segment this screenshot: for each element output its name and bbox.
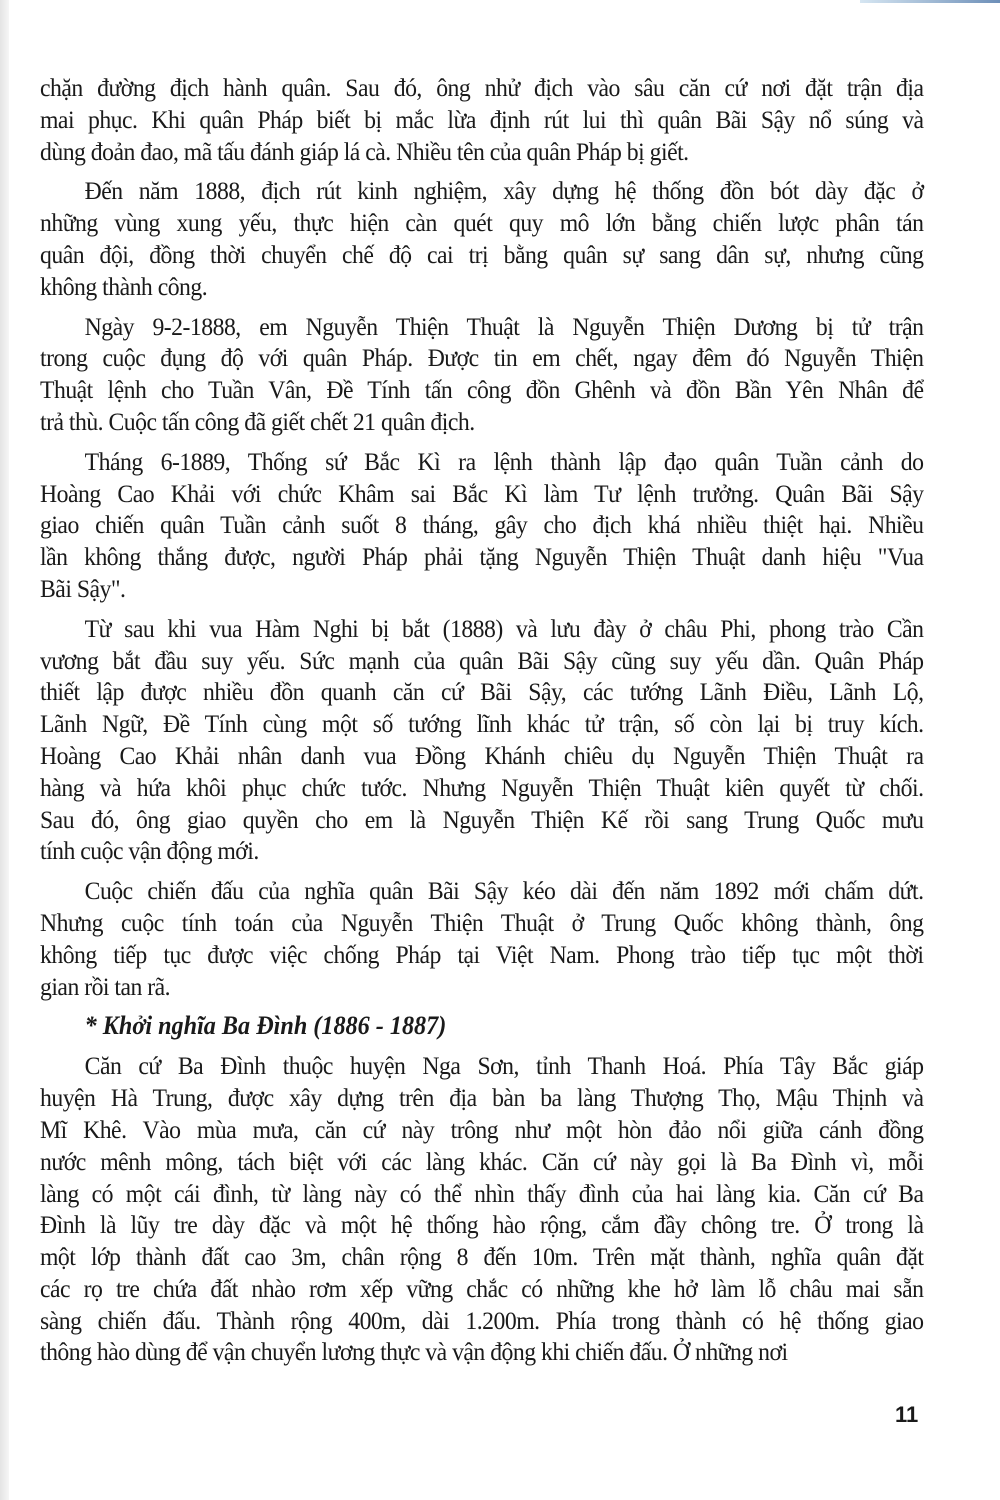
text-line: Tháng 6-1889, Thống sứ Bắc Kì ra lệnh thành lập đạo quân Tuần cảnh do	[84, 446, 924, 476]
paragraph-gap	[40, 1368, 924, 1376]
page-number: 11	[895, 1402, 919, 1427]
paragraph-gap	[40, 867, 924, 875]
text-line: Căn cứ Ba Đình thuộc huyện Nga Sơn, tỉnh Thanh Hoá. Phía Tây Bắc giáp	[84, 1051, 924, 1081]
text-line: Bãi Sậy".	[40, 573, 126, 603]
text-line: trả thù. Cuộc tấn công đã giết chết 21 quân địch.	[40, 406, 475, 436]
text-line: Thuật lệnh cho Tuần Vân, Đề Tính tấn công đồn Ghênh và đồn Bần Yên Nhân để	[40, 375, 924, 405]
paragraph-gap	[40, 1042, 924, 1050]
text-line: hàng và hứa khôi phục chức tước. Nhưng Nguyễn Thiện Thuật kiên quyết từ chối.	[40, 772, 924, 802]
text-line: không thành công.	[40, 271, 208, 301]
text-line: giao chiến quân Tuần cảnh suốt 8 tháng, gây cho địch khá nhiều thiệt hại. Nhiều	[40, 510, 924, 540]
text-line: Ngày 9-2-1888, em Nguyễn Thiện Thuật là Nguyễn Thiện Dương bị tử trận	[84, 311, 924, 341]
text-line: Nhưng cuộc tính toán của Nguyễn Thiện Thuật ở Trung Quốc không thành, ông	[40, 907, 924, 937]
text-line: Cuộc chiến đấu của nghĩa quân Bãi Sậy kéo dài đến năm 1892 mới chấm dứt.	[84, 876, 924, 906]
paragraph	[40, 175, 924, 302]
text-line: chặn đường địch hành quân. Sau đó, ông nhử địch vào sâu căn cứ nơi đặt trận địa	[40, 73, 924, 102]
scan-left-edge	[0, 0, 9, 1500]
paragraphs	[40, 72, 924, 1010]
text-line: Hoàng Cao Khải nhân danh vua Đồng Khánh chiêu dụ Nguyễn Thiện Thuật ra	[40, 740, 924, 770]
text-line: lần không thắng được, người Pháp phải tặng Nguyễn Thiện Thuật danh hiệu "Vua	[40, 542, 924, 572]
page-body	[40, 72, 924, 1376]
text-line: tính cuộc vận động mới.	[40, 836, 259, 866]
section-heading: * Khởi nghĩa Ba Đình (1886 - 1887)	[84, 1011, 447, 1041]
text-line: vương bắt đầu suy yếu. Sức mạnh của quân Bãi Sậy cũng suy yếu dần. Quân Pháp	[40, 645, 924, 675]
text-line: gian rồi tan rã.	[40, 971, 171, 1001]
paragraph-gap	[40, 167, 924, 175]
text-line: không tiếp tục được việc chống Pháp tại Việt Nam. Phong trào tiếp tục một thời	[40, 939, 924, 969]
text-line: trong cuộc đụng độ với quân Pháp. Được tin em chết, ngay đêm đó Nguyễn Thiện	[40, 343, 924, 373]
text-line: huyện Hà Trung, được xây dựng trên địa bàn ba làng Thượng Thọ, Mậu Thịnh và	[40, 1083, 924, 1113]
paragraph	[40, 311, 924, 438]
paragraph	[40, 875, 924, 1002]
text-line: Từ sau khi vua Hàm Nghi bị bắt (1888) và lưu đày ở châu Phi, phong trào Cần	[84, 613, 924, 643]
paragraph	[40, 446, 924, 605]
text-line: quân đội, đồng thời chuyển chế độ cai trị bằng quân sự sang dân sự, nhưng cũng	[40, 239, 924, 269]
text-line: nước mênh mông, tách biệt với các làng khác. Căn cứ này gọi là Ba Đình vì, mỗi	[40, 1146, 924, 1176]
text-line: làng có một cái đình, từ làng này có thể nhìn thấy đình của hai làng kia. Căn cứ Ba	[40, 1178, 924, 1208]
text-line: thiết lập được nhiều đồn quanh căn cứ Bãi Sậy, các tướng Lãnh Điều, Lãnh Lộ,	[40, 677, 924, 707]
text-line: các rọ tre chứa đất nhào rơm xếp vững chắc có những khe hở làm lỗ châu mai sẵn	[40, 1273, 924, 1303]
text-line: Đình là lũy tre dày đặc và một hệ thống hào rộng, cắm đầy chông tre. Ở trong là	[40, 1210, 924, 1240]
text-line: Sau đó, ông giao quyền cho em là Nguyễn Thiện Kế rồi sang Trung Quốc mưu	[40, 804, 924, 834]
section-paragraphs	[40, 1050, 924, 1376]
text-line: Mĩ Khê. Vào mùa mưa, căn cứ này trông như một hòn đảo nổi giữa cánh đồng	[40, 1114, 924, 1144]
text-line: Đến năm 1888, địch rút kinh nghiệm, xây dựng hệ thống đồn bót dày đặc ở	[84, 176, 924, 206]
paragraph-gap	[40, 1002, 924, 1010]
text-line: mai phục. Khi quân Pháp biết bị mắc lừa định rút lui thì quân Bãi Sậy nổ súng và	[40, 104, 924, 134]
text-line: Hoàng Cao Khải với chức Khâm sai Bắc Kì làm Tư lệnh trưởng. Quân Bãi Sậy	[40, 478, 924, 508]
text-line: một lớp thành đất cao 3m, chân rộng 8 đến 10m. Trên mặt thành, nghĩa quân đặt	[40, 1242, 924, 1272]
paragraph	[40, 72, 924, 167]
paragraph	[40, 1050, 924, 1368]
paragraph-gap	[40, 303, 924, 311]
scan-top-accent	[860, 0, 1000, 3]
paragraph-gap	[40, 605, 924, 613]
text-line: dùng đoản đao, mã tấu đánh giáp lá cà. Nhiều tên của quân Pháp bị giết.	[40, 136, 689, 166]
text-line: thông hào dùng để vận chuyển lương thực và vận động khi chiến đấu. Ở những nơi	[40, 1337, 788, 1367]
text-line: Lãnh Ngữ, Đề Tính cùng một số tướng lĩnh khác tử trận, số còn lại bị truy kích.	[40, 709, 924, 739]
text-line: những vùng xung yếu, thực hiện càn quét quy mô lớn bằng chiến lược phân tán	[40, 208, 924, 238]
paragraph	[40, 613, 924, 867]
text-line: sàng chiến đấu. Thành rộng 400m, dài 1.200m. Phía trong thành có hệ thống giao	[40, 1305, 924, 1335]
paragraph-gap	[40, 438, 924, 446]
